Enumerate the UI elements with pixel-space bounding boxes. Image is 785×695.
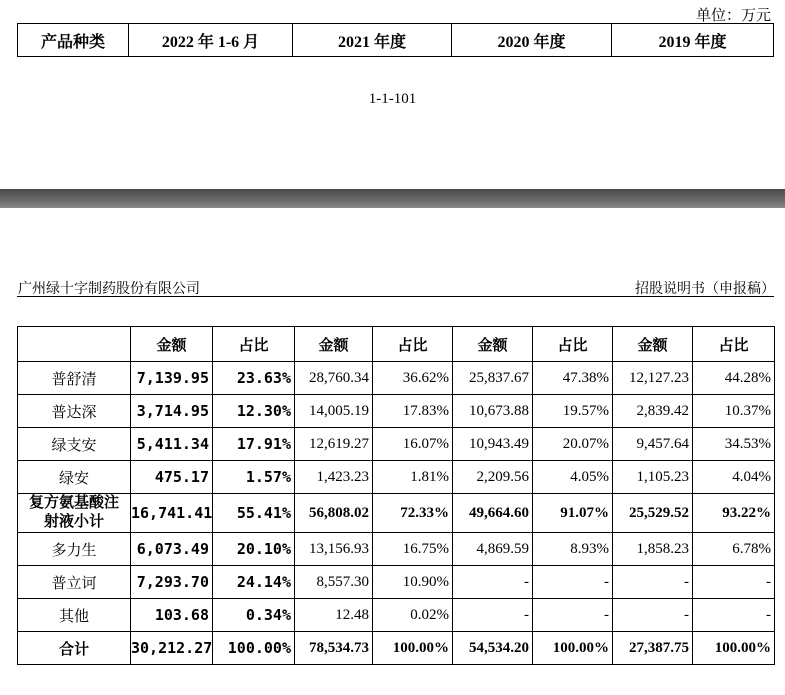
table-row bbox=[18, 395, 775, 428]
table-row bbox=[18, 533, 775, 566]
ratio-cell: 4.05% bbox=[533, 461, 613, 494]
page-number: 1-1-101 bbox=[368, 91, 417, 107]
amount-cell: 49,664.60 bbox=[453, 494, 533, 533]
amount-cell: 78,534.73 bbox=[295, 632, 373, 665]
ratio-cell: - bbox=[693, 566, 775, 599]
row-product-name: 普达深 bbox=[18, 395, 131, 428]
table-row bbox=[18, 566, 775, 599]
unit-label: 单位：万元 bbox=[695, 8, 771, 24]
row-product-name: 其他 bbox=[18, 599, 131, 632]
amount-cell: - bbox=[613, 599, 693, 632]
amount-cell: 25,837.67 bbox=[453, 362, 533, 395]
amount-cell: 6,073.49 bbox=[131, 533, 213, 566]
col-header-2019: 2019 年度 bbox=[612, 24, 774, 57]
top-table-header bbox=[17, 23, 774, 57]
col-header-amount: 金额 bbox=[613, 327, 693, 362]
header-divider bbox=[17, 296, 774, 297]
ratio-cell: - bbox=[533, 566, 613, 599]
ratio-cell: 17.83% bbox=[373, 395, 453, 428]
amount-cell: 54,534.20 bbox=[453, 632, 533, 665]
row-product-name: 绿支安 bbox=[18, 428, 131, 461]
col-header-empty bbox=[18, 327, 131, 362]
col-header-amount: 金额 bbox=[131, 327, 213, 362]
ratio-cell: 4.04% bbox=[693, 461, 775, 494]
col-header-product-type: 产品种类 bbox=[18, 24, 129, 57]
ratio-cell: 8.93% bbox=[533, 533, 613, 566]
amount-cell: 8,557.30 bbox=[295, 566, 373, 599]
ratio-cell: 44.28% bbox=[693, 362, 775, 395]
col-header-amount: 金额 bbox=[453, 327, 533, 362]
amount-cell: 12,619.27 bbox=[295, 428, 373, 461]
amount-cell: 4,869.59 bbox=[453, 533, 533, 566]
amount-cell: 1,423.23 bbox=[295, 461, 373, 494]
row-product-name: 合计 bbox=[18, 632, 131, 665]
table-header-row bbox=[18, 327, 775, 362]
ratio-cell: 19.57% bbox=[533, 395, 613, 428]
ratio-cell: 100.00% bbox=[533, 632, 613, 665]
ratio-cell: 100.00% bbox=[213, 632, 295, 665]
ratio-cell: 47.38% bbox=[533, 362, 613, 395]
amount-cell: 56,808.02 bbox=[295, 494, 373, 533]
row-product-name bbox=[18, 494, 131, 533]
row-product-name: 普立诃 bbox=[18, 566, 131, 599]
table-body bbox=[18, 362, 775, 665]
amount-cell: 12.48 bbox=[295, 599, 373, 632]
col-header-2020: 2020 年度 bbox=[452, 24, 612, 57]
amount-cell: 1,105.23 bbox=[613, 461, 693, 494]
row-product-name: 普舒清 bbox=[18, 362, 131, 395]
col-header-2021: 2021 年度 bbox=[293, 24, 452, 57]
amount-cell: 16,741.41 bbox=[131, 494, 213, 533]
ratio-cell: 91.07% bbox=[533, 494, 613, 533]
table-row bbox=[18, 632, 775, 665]
ratio-cell: 0.02% bbox=[373, 599, 453, 632]
ratio-cell: 93.22% bbox=[693, 494, 775, 533]
company-name: 广州绿十字制药股份有限公司 bbox=[18, 282, 200, 297]
row-product-name: 绿安 bbox=[18, 461, 131, 494]
ratio-cell: 20.07% bbox=[533, 428, 613, 461]
amount-cell: 25,529.52 bbox=[613, 494, 693, 533]
ratio-cell: - bbox=[693, 599, 775, 632]
table-row bbox=[18, 494, 775, 533]
document-type: 招股说明书（申报稿） bbox=[635, 282, 775, 297]
table-row bbox=[18, 428, 775, 461]
col-header-ratio: 占比 bbox=[373, 327, 453, 362]
ratio-cell: 55.41% bbox=[213, 494, 295, 533]
col-header-2022h1: 2022 年 1-6 月 bbox=[129, 24, 293, 57]
col-header-ratio: 占比 bbox=[533, 327, 613, 362]
amount-cell: 30,212.27 bbox=[131, 632, 213, 665]
amount-cell: 9,457.64 bbox=[613, 428, 693, 461]
amount-cell: 13,156.93 bbox=[295, 533, 373, 566]
table-row bbox=[18, 24, 774, 57]
amount-cell: 10,943.49 bbox=[453, 428, 533, 461]
revenue-table bbox=[17, 326, 775, 665]
ratio-cell: 36.62% bbox=[373, 362, 453, 395]
ratio-cell: 16.75% bbox=[373, 533, 453, 566]
product-name-line: 射液小计 bbox=[43, 514, 104, 530]
amount-cell: 14,005.19 bbox=[295, 395, 373, 428]
product-name-line: 复方氨基酸注 bbox=[28, 495, 119, 511]
amount-cell: 28,760.34 bbox=[295, 362, 373, 395]
amount-cell: 2,209.56 bbox=[453, 461, 533, 494]
ratio-cell: 10.90% bbox=[373, 566, 453, 599]
ratio-cell: 100.00% bbox=[693, 632, 775, 665]
table-row bbox=[18, 461, 775, 494]
ratio-cell: 72.33% bbox=[373, 494, 453, 533]
ratio-cell: 10.37% bbox=[693, 395, 775, 428]
amount-cell: 475.17 bbox=[131, 461, 213, 494]
ratio-cell: 23.63% bbox=[213, 362, 295, 395]
amount-cell: 5,411.34 bbox=[131, 428, 213, 461]
ratio-cell: 20.10% bbox=[213, 533, 295, 566]
ratio-cell: 34.53% bbox=[693, 428, 775, 461]
page-break-bar bbox=[0, 189, 785, 208]
amount-cell: 27,387.75 bbox=[613, 632, 693, 665]
ratio-cell: 6.78% bbox=[693, 533, 775, 566]
table-row bbox=[18, 362, 775, 395]
amount-cell: - bbox=[453, 599, 533, 632]
table-row bbox=[18, 599, 775, 632]
ratio-cell: 0.34% bbox=[213, 599, 295, 632]
amount-cell: - bbox=[613, 566, 693, 599]
amount-cell: 7,293.70 bbox=[131, 566, 213, 599]
amount-cell: 12,127.23 bbox=[613, 362, 693, 395]
amount-cell: - bbox=[453, 566, 533, 599]
ratio-cell: 24.14% bbox=[213, 566, 295, 599]
ratio-cell: 12.30% bbox=[213, 395, 295, 428]
ratio-cell: 100.00% bbox=[373, 632, 453, 665]
ratio-cell: 17.91% bbox=[213, 428, 295, 461]
col-header-ratio: 占比 bbox=[213, 327, 295, 362]
col-header-amount: 金额 bbox=[295, 327, 373, 362]
ratio-cell: 16.07% bbox=[373, 428, 453, 461]
amount-cell: 7,139.95 bbox=[131, 362, 213, 395]
ratio-cell: 1.81% bbox=[373, 461, 453, 494]
amount-cell: 2,839.42 bbox=[613, 395, 693, 428]
ratio-cell: 1.57% bbox=[213, 461, 295, 494]
ratio-cell: - bbox=[533, 599, 613, 632]
amount-cell: 1,858.23 bbox=[613, 533, 693, 566]
amount-cell: 103.68 bbox=[131, 599, 213, 632]
amount-cell: 10,673.88 bbox=[453, 395, 533, 428]
col-header-ratio: 占比 bbox=[693, 327, 775, 362]
amount-cell: 3,714.95 bbox=[131, 395, 213, 428]
row-product-name: 多力生 bbox=[18, 533, 131, 566]
